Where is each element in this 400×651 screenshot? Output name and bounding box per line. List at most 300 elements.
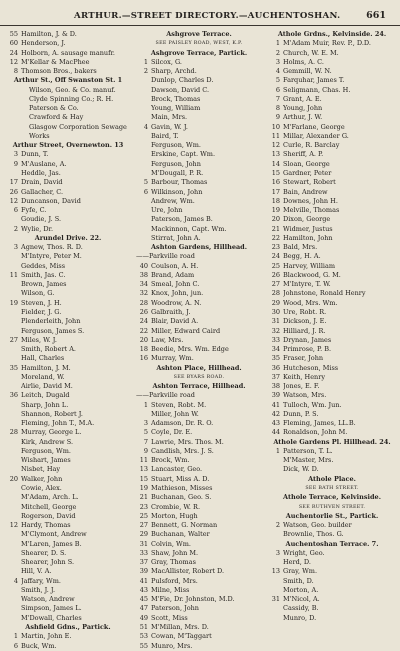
- directory-entry: [4, 262, 132, 271]
- entry-text: Ferguson, Wm.: [21, 446, 71, 455]
- entry-text: Colvin, Wm.: [151, 539, 191, 548]
- entry-text: Ashgrove Terrace.: [166, 30, 232, 38]
- house-number: 3: [143, 419, 148, 428]
- entry-text: Sharp, John L.: [21, 400, 69, 409]
- entry-text: Primrose, P. B.: [283, 345, 332, 354]
- house-number: [4, 567, 21, 576]
- house-number: 18: [271, 196, 280, 205]
- directory-entry: [266, 86, 398, 95]
- entry-text: Paterson, John: [151, 604, 199, 613]
- entry-text: Hardy, Thomas: [21, 521, 71, 530]
- entry-text: Hill, V. A.: [21, 567, 52, 576]
- directory-entry: [4, 336, 132, 345]
- entry-text: Moreland, W.: [21, 372, 65, 381]
- directory-entry: [134, 188, 264, 197]
- directory-entry: [4, 49, 132, 58]
- house-number: 53: [139, 632, 148, 641]
- entry-text: Ferguson, John: [151, 159, 201, 168]
- house-number: 6: [275, 85, 280, 94]
- entry-text: Hamilton, J. & D.: [21, 30, 77, 38]
- house-number: [4, 317, 21, 326]
- house-number: [134, 113, 151, 122]
- directory-entry: [266, 262, 398, 271]
- entry-text: Miles, W. J.: [21, 335, 57, 344]
- directory-entry: [4, 540, 132, 549]
- house-number: 10: [271, 122, 280, 131]
- house-number: 5: [143, 178, 148, 187]
- house-number: [4, 215, 21, 224]
- house-number: 24: [271, 252, 280, 261]
- house-number: 45: [139, 595, 148, 604]
- street-heading: [266, 475, 398, 484]
- directory-entry: [266, 595, 398, 604]
- entry-text: Wylie, Dr.: [21, 224, 54, 233]
- entry-text: Sloan, George: [283, 159, 330, 168]
- entry-text: Stirrat, John A.: [151, 233, 201, 242]
- house-number: 8: [275, 104, 280, 113]
- house-number: 23: [271, 243, 280, 252]
- house-number: [266, 586, 283, 595]
- directory-entry: [4, 243, 132, 252]
- directory-entry: [134, 530, 264, 539]
- house-number: 21: [139, 493, 148, 502]
- entry-text: Brownlie, Thos. G.: [283, 530, 344, 539]
- directory-entry: [134, 540, 264, 549]
- entry-text: Bain, Andrew: [283, 187, 328, 196]
- directory-entry: [4, 206, 132, 215]
- directory-entry: [4, 271, 132, 280]
- house-number: 26: [271, 270, 280, 279]
- house-number: 30: [271, 307, 280, 316]
- directory-entry: [266, 364, 398, 373]
- directory-entry: [4, 252, 132, 261]
- entry-text: Cowan, M'Taggart: [151, 632, 212, 641]
- house-number: 36: [271, 363, 280, 372]
- entry-text: SEE BATH STREET.: [305, 486, 359, 492]
- house-number: [4, 512, 21, 521]
- directory-entry: [134, 632, 264, 641]
- house-number: [4, 308, 21, 317]
- directory-entry: [134, 345, 264, 354]
- entry-text: Brown, James: [21, 280, 67, 289]
- house-number: 13: [271, 567, 280, 576]
- directory-entry: [134, 95, 264, 104]
- entry-text: Gallacher, C.: [21, 187, 64, 196]
- directory-entry: [4, 354, 132, 363]
- directory-entry: [134, 642, 264, 651]
- cross-reference: [134, 39, 264, 48]
- house-number: 55: [139, 641, 148, 650]
- entry-text: Arthur, J. W.: [283, 113, 323, 122]
- entry-text: Dunn, T.: [21, 150, 49, 159]
- house-number: [4, 493, 21, 502]
- directory-entry: [266, 234, 398, 243]
- entry-text: Drynan, James: [283, 335, 332, 344]
- house-number: 1: [13, 632, 18, 641]
- directory-entry: [266, 188, 398, 197]
- house-number: [266, 604, 283, 613]
- house-number: 27: [9, 335, 18, 344]
- entry-text: Dick, W. D.: [283, 465, 319, 474]
- entry-text: Begg, H. A.: [283, 252, 321, 261]
- directory-entry: [4, 160, 132, 169]
- house-number: 7: [275, 94, 280, 103]
- entry-text: Smeal, John C.: [151, 280, 200, 289]
- entry-text: Dixon, George: [283, 215, 331, 224]
- entry-text: Plenderleith, John: [21, 317, 81, 326]
- entry-text: M'Fie, Dr. Johnston, M.D.: [151, 595, 235, 604]
- house-number: [4, 540, 21, 549]
- house-number: 32: [139, 289, 148, 298]
- directory-entry: [134, 586, 264, 595]
- directory-entry: [4, 558, 132, 567]
- house-number: 38: [139, 270, 148, 279]
- entry-text: MacAllister, Robert D.: [151, 567, 225, 576]
- entry-text: M'Nicol, A.: [283, 595, 320, 604]
- house-number: 19: [271, 206, 280, 215]
- entry-text: Lawrie, Mrs. Thos. M.: [151, 437, 224, 446]
- directory-entry: [4, 104, 132, 113]
- directory-entry: [4, 197, 132, 206]
- entry-text: Young, John: [283, 104, 323, 113]
- house-number: 47: [139, 604, 148, 613]
- entry-text: M'Dowall, Charles: [21, 613, 82, 622]
- directory-entry: [4, 132, 132, 141]
- directory-entry: [266, 243, 398, 252]
- directory-entry: [266, 289, 398, 298]
- entry-text: Ure, John: [151, 206, 183, 215]
- entry-text: Scott, Miss: [151, 613, 188, 622]
- directory-entry: [266, 577, 398, 586]
- directory-entry: [266, 169, 398, 178]
- entry-text: Harvey, William: [283, 261, 336, 270]
- entry-text: Stuart, Miss A. D.: [151, 474, 210, 483]
- directory-entry: [4, 512, 132, 521]
- house-number: 27: [271, 280, 280, 289]
- directory-entry: [134, 456, 264, 465]
- directory-entry: [134, 317, 264, 326]
- directory-entry: [4, 280, 132, 289]
- house-number: 28: [271, 289, 280, 298]
- entry-text: Widmer, Justus: [283, 224, 333, 233]
- entry-text: Law, Mrs.: [151, 335, 184, 344]
- entry-text: Erskine, Capt. Wm.: [151, 150, 216, 159]
- directory-entry: [266, 299, 398, 308]
- entry-text: Ashton Gardens, Hillhead.: [151, 243, 247, 252]
- directory-entry: [134, 197, 264, 206]
- entry-text: Young, William: [151, 104, 201, 113]
- entry-text: Blair, David A.: [151, 317, 199, 326]
- house-number: 20: [9, 474, 18, 483]
- directory-entry: [4, 225, 132, 234]
- house-number: 14: [271, 159, 280, 168]
- directory-entry: [4, 150, 132, 159]
- entry-text: Drain, David: [21, 178, 63, 187]
- entry-text: Keith, Henry: [283, 372, 326, 381]
- directory-entry: [266, 456, 398, 465]
- entry-text: Works: [29, 131, 50, 140]
- house-number: [266, 614, 283, 623]
- entry-text: Wright, Geo.: [283, 548, 325, 557]
- entry-text: Lancaster, Geo.: [151, 465, 203, 474]
- column-1: [4, 30, 132, 651]
- directory-entry: [4, 586, 132, 595]
- entry-text: Beedie, Mrs. Wm. Edge: [151, 345, 229, 354]
- entry-text: M'Kellar & MacPhee: [21, 57, 90, 66]
- directory-entry: [134, 614, 264, 623]
- house-number: 35: [271, 354, 280, 363]
- entry-text: Shaw, John M.: [151, 548, 199, 557]
- entry-text: Cowie, Alex.: [21, 484, 62, 493]
- entry-text: Agnew, Thos. R. D.: [21, 243, 83, 252]
- entry-text: Crombie, W. R.: [151, 502, 201, 511]
- directory-entry: [134, 234, 264, 243]
- directory-entry: [266, 280, 398, 289]
- house-number: [4, 354, 21, 363]
- house-number: [134, 410, 151, 419]
- entry-text: Melville, Thomas: [283, 206, 340, 215]
- house-number: 39: [139, 567, 148, 576]
- directory-entry: [266, 317, 398, 326]
- entry-text: Gemmill, W. N.: [283, 67, 332, 76]
- house-number: 28: [139, 298, 148, 307]
- directory-entry: [266, 447, 398, 456]
- house-number: [266, 577, 283, 586]
- entry-text: Watson, Mrs.: [283, 391, 327, 400]
- directory-entry: [134, 438, 264, 447]
- house-number: 20: [139, 335, 148, 344]
- house-number: 17: [271, 187, 280, 196]
- entry-text: Johnstone, Ronald Henry: [283, 289, 366, 298]
- entry-text: Wilson, G.: [21, 289, 55, 298]
- house-number: 29: [271, 298, 280, 307]
- directory-entry: [134, 271, 264, 280]
- entry-text: Dawson, David C.: [151, 85, 210, 94]
- entry-text: Munro, D.: [283, 613, 317, 622]
- entry-text: Heddle, Jas.: [21, 168, 61, 177]
- entry-text: M'Clymont, Andrew: [21, 530, 87, 539]
- directory-entry: [4, 521, 132, 530]
- house-number: [4, 465, 21, 474]
- house-number: [134, 104, 151, 113]
- entry-text: Church, W. E. M.: [283, 48, 339, 57]
- house-number: 36: [9, 391, 18, 400]
- entry-text: Smith, D.: [283, 576, 314, 585]
- directory-entry: [266, 67, 398, 76]
- entry-text: M'Master, Mrs.: [283, 456, 334, 465]
- entry-text: Arthur Street, Overnewton. 13: [12, 141, 124, 150]
- directory-entry: [134, 410, 264, 419]
- entry-text: M'Adam, Arch. L.: [21, 493, 79, 502]
- entry-text: Wilson, Geo. & Co. manuf.: [29, 85, 116, 94]
- entry-text: Munro, Mrs.: [151, 641, 193, 650]
- house-number: 12: [9, 196, 18, 205]
- entry-text: Henderson, J.: [21, 39, 66, 48]
- directory-entry: [266, 39, 398, 48]
- house-number: [4, 86, 21, 95]
- directory-entry: [266, 567, 398, 576]
- directory-entry: [4, 317, 132, 326]
- entry-text: Herd, D.: [283, 558, 311, 567]
- directory-entry: [134, 521, 264, 530]
- house-number: [4, 345, 21, 354]
- entry-text: Shannon, Robert J.: [21, 409, 83, 418]
- house-number: 11: [9, 270, 18, 279]
- house-number: [4, 123, 21, 132]
- house-number: [266, 465, 283, 474]
- entry-text: Hamilton, J. M.: [21, 363, 71, 372]
- running-header: [0, 11, 400, 26]
- street-heading: [4, 234, 132, 243]
- directory-entry: [266, 327, 398, 336]
- entry-text: Brand, Adam: [151, 270, 195, 279]
- entry-text: Wilkinson, John: [151, 187, 203, 196]
- house-number: 3: [13, 150, 18, 159]
- directory-entry: [4, 178, 132, 187]
- house-number: 8: [13, 67, 18, 76]
- house-number: [4, 382, 21, 391]
- house-number: [134, 132, 151, 141]
- entry-text: Buchanan, Walter: [151, 530, 210, 539]
- house-number: [4, 327, 21, 336]
- directory-entry: [266, 373, 398, 382]
- house-number: 31: [271, 317, 280, 326]
- directory-entry: [134, 512, 264, 521]
- entry-text: Brock, Thomas: [151, 94, 201, 103]
- entry-text: Holborn, A. sausage manufr.: [21, 48, 115, 57]
- house-number: [134, 169, 151, 178]
- directory-entry: [266, 271, 398, 280]
- street-heading: [134, 364, 264, 373]
- entry-text: Cassidy, B.: [283, 604, 319, 613]
- house-number: [4, 113, 21, 122]
- entry-text: Wood, Mrs. Wm.: [283, 298, 338, 307]
- entry-text: Milne, Miss: [151, 585, 190, 594]
- directory-entry: [4, 632, 132, 641]
- directory-entry: [266, 549, 398, 558]
- house-number: 31: [271, 595, 280, 604]
- directory-entry: [134, 327, 264, 336]
- entry-text: Fleming, James, LL.B.: [283, 419, 356, 428]
- house-number: 12: [271, 141, 280, 150]
- house-number: 22: [271, 233, 280, 242]
- directory-entry: [134, 141, 264, 150]
- entry-text: Ashton Place, Hillhead.: [156, 363, 242, 372]
- directory-entry: [266, 197, 398, 206]
- house-number: 38: [271, 382, 280, 391]
- directory-entry: [134, 354, 264, 363]
- directory-entry: [266, 206, 398, 215]
- directory-entry: [134, 577, 264, 586]
- house-number: 2: [275, 48, 280, 57]
- entry-text: Nisbet, Hay: [21, 465, 61, 474]
- directory-entry: [4, 86, 132, 95]
- entry-text: Arthur St., Off Swanston St. 1: [13, 76, 123, 85]
- house-number: 51: [139, 623, 148, 631]
- directory-entry: [266, 428, 398, 437]
- house-number: [4, 558, 21, 567]
- house-number: 44: [271, 428, 280, 437]
- entry-text: Woodrow, A. N.: [151, 298, 202, 307]
- directory-entry: [4, 604, 132, 613]
- entry-text: Knox, John, jun.: [151, 289, 204, 298]
- house-number: [134, 76, 151, 85]
- entry-text: Main, Mrs.: [151, 113, 188, 122]
- directory-entry: [4, 308, 132, 317]
- page-number: 661: [366, 10, 386, 21]
- house-number: [134, 215, 151, 224]
- entry-text: ——Parkville road: [136, 391, 195, 400]
- entry-text: Fleming, John T., M.A.: [21, 419, 95, 428]
- directory-entry: [134, 595, 264, 604]
- directory-entry: [134, 419, 264, 428]
- directory-entry: [134, 67, 264, 76]
- entry-text: Murray, Wm.: [151, 354, 194, 363]
- cross-reference: [266, 503, 398, 512]
- entry-text: Goudie, J. S.: [21, 215, 62, 224]
- house-number: 6: [13, 206, 18, 215]
- entry-text: M'Farlane, George: [283, 122, 345, 131]
- entry-text: SEE PAISLEY ROAD, WEST, K.P.: [155, 41, 243, 47]
- street-heading: [266, 438, 398, 447]
- directory-entry: [266, 150, 398, 159]
- directory-entry: [134, 503, 264, 512]
- house-number: 37: [139, 558, 148, 567]
- directory-entry: [4, 327, 132, 336]
- directory-entry: [4, 567, 132, 576]
- directory-entry: [266, 382, 398, 391]
- house-number: 31: [139, 539, 148, 548]
- directory-entry: [4, 113, 132, 122]
- entry-text: Smith, Robert A.: [21, 345, 76, 354]
- house-number: 33: [271, 335, 280, 344]
- directory-entry: [266, 391, 398, 400]
- entry-text: Hamilton, John: [283, 233, 333, 242]
- entry-text: Downes, John H.: [283, 196, 338, 205]
- directory-entry: [4, 123, 132, 132]
- house-number: 2: [275, 521, 280, 530]
- entry-text: Buchanan, Geo. S.: [151, 493, 212, 502]
- directory-entry: [266, 521, 398, 530]
- directory-entry: [266, 336, 398, 345]
- entry-text: Silcox, G.: [151, 57, 182, 66]
- entry-text: ——Parkville road: [136, 252, 195, 261]
- house-number: [4, 419, 21, 428]
- entry-text: Watson, Geo. builder: [283, 521, 352, 530]
- entry-text: Wishart, James: [21, 456, 71, 465]
- entry-text: Athole Terrace, Kelvinside.: [283, 493, 381, 502]
- house-number: [134, 206, 151, 215]
- house-number: [134, 197, 151, 206]
- directory-entry: [4, 391, 132, 400]
- house-number: [4, 595, 21, 604]
- house-number: 4: [143, 122, 148, 131]
- directory-entry: [4, 345, 132, 354]
- entry-text: Sheriff, A. P.: [283, 150, 324, 159]
- entry-text: Ferguson, James S.: [21, 326, 85, 335]
- entry-text: Sharp, Archd.: [151, 67, 197, 76]
- house-number: 18: [139, 345, 148, 354]
- directory-entry: [4, 188, 132, 197]
- directory-entry: [134, 558, 264, 567]
- entry-text: M'Intyre, Peter M.: [21, 252, 82, 261]
- entry-text: Morton, Hugh: [151, 511, 198, 520]
- directory-entry: [4, 447, 132, 456]
- directory-entry: [4, 484, 132, 493]
- directory-entry: [134, 123, 264, 132]
- directory-entry: [4, 549, 132, 558]
- house-number: 16: [139, 354, 148, 363]
